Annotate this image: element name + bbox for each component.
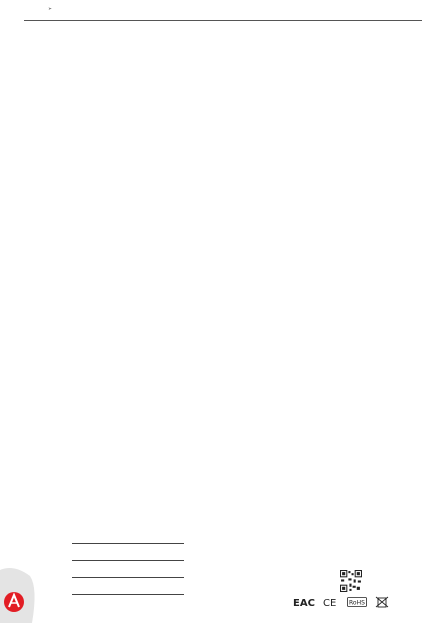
model-field[interactable] [72, 535, 184, 544]
consumer-field[interactable] [72, 586, 184, 595]
svg-text:RoHS: RoHS [349, 599, 365, 607]
rohs-mark-icon [347, 597, 367, 607]
sale-date-field[interactable] [72, 552, 184, 561]
svg-text:CE: CE [323, 598, 337, 607]
document-body [24, 6, 422, 24]
arlight-logo-icon [0, 566, 38, 623]
bullet-arrow-icon: ➢ [48, 6, 52, 11]
svg-text:EAC: EAC [293, 598, 315, 607]
seller-field[interactable] [72, 569, 184, 578]
certification-marks [293, 596, 389, 608]
sale-field-seller [24, 564, 184, 578]
sale-field-consumer [24, 581, 184, 595]
sale-field-model [24, 530, 184, 544]
manufacturer-line [24, 6, 422, 12]
origin-block [24, 6, 422, 12]
sale-field-date [24, 547, 184, 561]
section-divider [24, 20, 422, 21]
eac-mark-icon [293, 597, 315, 607]
sale-form [24, 530, 184, 598]
qr-code-icon [340, 570, 362, 592]
ce-mark-icon [323, 597, 339, 607]
recycle-bin-icon [375, 596, 389, 608]
